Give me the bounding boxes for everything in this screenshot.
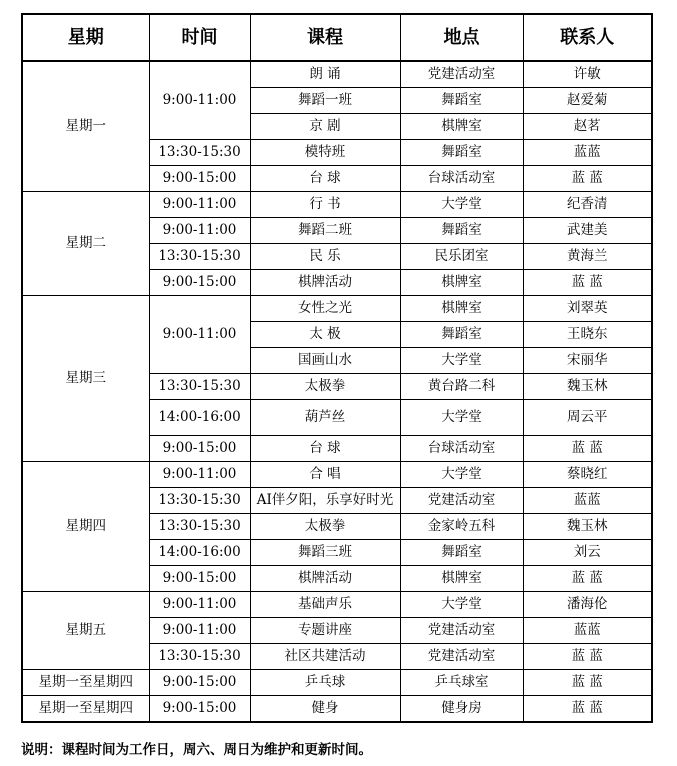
course-cell: 太极拳: [250, 514, 400, 540]
time-cell: 9:00-15:00: [149, 270, 250, 296]
course-cell: 太 极: [250, 322, 400, 348]
contact-cell: 赵茗: [523, 114, 652, 140]
place-cell: 黄台路二科: [400, 374, 523, 400]
header-course: 课程: [250, 14, 400, 61]
time-cell: 9:00-11:00: [149, 218, 250, 244]
course-cell: 京 剧: [250, 114, 400, 140]
contact-cell: 蓝 蓝: [523, 270, 652, 296]
contact-cell: 许敏: [523, 61, 652, 88]
time-cell: 13:30-15:30: [149, 488, 250, 514]
place-cell: 乒乓球室: [400, 670, 523, 696]
place-cell: 党建活动室: [400, 488, 523, 514]
time-cell: 9:00-11:00: [149, 61, 250, 140]
day-cell: 星期四: [22, 462, 149, 592]
day-cell: 星期一至星期四: [22, 696, 149, 723]
course-cell: 棋牌活动: [250, 270, 400, 296]
time-cell: 9:00-11:00: [149, 618, 250, 644]
place-cell: 棋牌室: [400, 296, 523, 322]
day-cell: 星期三: [22, 296, 149, 462]
course-cell: 朗 诵: [250, 61, 400, 88]
day-cell: 星期二: [22, 192, 149, 296]
time-cell: 9:00-11:00: [149, 296, 250, 374]
place-cell: 台球活动室: [400, 436, 523, 462]
course-cell: 女性之光: [250, 296, 400, 322]
table-row: [22, 696, 652, 723]
course-cell: 台 球: [250, 166, 400, 192]
place-cell: 金家岭五科: [400, 514, 523, 540]
day-cell: 星期一: [22, 61, 149, 192]
course-cell: 国画山水: [250, 348, 400, 374]
course-cell: 社区共建活动: [250, 644, 400, 670]
place-cell: 大学堂: [400, 462, 523, 488]
contact-cell: 蓝 蓝: [523, 166, 652, 192]
contact-cell: 蓝 蓝: [523, 566, 652, 592]
contact-cell: 刘翠英: [523, 296, 652, 322]
course-cell: 专题讲座: [250, 618, 400, 644]
course-cell: 棋牌活动: [250, 566, 400, 592]
course-cell: 舞蹈一班: [250, 88, 400, 114]
course-cell: 模特班: [250, 140, 400, 166]
place-cell: 舞蹈室: [400, 88, 523, 114]
course-cell: 太极拳: [250, 374, 400, 400]
contact-cell: 蔡晓红: [523, 462, 652, 488]
time-cell: 13:30-15:30: [149, 514, 250, 540]
header-time: 时间: [149, 14, 250, 61]
contact-cell: 刘云: [523, 540, 652, 566]
contact-cell: 蓝蓝: [523, 488, 652, 514]
table-row: [22, 462, 652, 488]
day-cell: 星期五: [22, 592, 149, 670]
contact-cell: 潘海伦: [523, 592, 652, 618]
time-cell: 9:00-15:00: [149, 166, 250, 192]
header-contact: 联系人: [523, 14, 652, 61]
time-cell: 13:30-15:30: [149, 644, 250, 670]
time-cell: 9:00-15:00: [149, 696, 250, 723]
place-cell: 大学堂: [400, 592, 523, 618]
place-cell: 舞蹈室: [400, 218, 523, 244]
contact-cell: 宋丽华: [523, 348, 652, 374]
course-cell: 民 乐: [250, 244, 400, 270]
place-cell: 大学堂: [400, 400, 523, 436]
time-cell: 9:00-11:00: [149, 462, 250, 488]
time-cell: 9:00-15:00: [149, 670, 250, 696]
contact-cell: 王晓东: [523, 322, 652, 348]
place-cell: 舞蹈室: [400, 540, 523, 566]
course-cell: 舞蹈二班: [250, 218, 400, 244]
contact-cell: 蓝蓝: [523, 140, 652, 166]
header-weekday: 星期: [22, 14, 149, 61]
table-row: [22, 61, 652, 88]
course-cell: 合 唱: [250, 462, 400, 488]
time-cell: 9:00-15:00: [149, 566, 250, 592]
time-cell: 9:00-11:00: [149, 192, 250, 218]
footnote: 说明：课程时间为工作日，周六、周日为维护和更新时间。: [21, 742, 372, 758]
contact-cell: 蓝蓝: [523, 618, 652, 644]
contact-cell: 魏玉林: [523, 514, 652, 540]
place-cell: 党建活动室: [400, 61, 523, 88]
place-cell: 棋牌室: [400, 270, 523, 296]
place-cell: 健身房: [400, 696, 523, 723]
place-cell: 民乐团室: [400, 244, 523, 270]
contact-cell: 纪香清: [523, 192, 652, 218]
time-cell: 13:30-15:30: [149, 140, 250, 166]
contact-cell: 魏玉林: [523, 374, 652, 400]
time-cell: 14:00-16:00: [149, 540, 250, 566]
contact-cell: 蓝 蓝: [523, 670, 652, 696]
course-cell: 健身: [250, 696, 400, 723]
place-cell: 棋牌室: [400, 566, 523, 592]
contact-cell: 赵爱菊: [523, 88, 652, 114]
contact-cell: 蓝 蓝: [523, 436, 652, 462]
table-row: [22, 670, 652, 696]
contact-cell: 黄海兰: [523, 244, 652, 270]
place-cell: 棋牌室: [400, 114, 523, 140]
place-cell: 台球活动室: [400, 166, 523, 192]
course-cell: 舞蹈三班: [250, 540, 400, 566]
table-row: [22, 592, 652, 618]
header-row: [22, 14, 652, 61]
time-cell: 9:00-15:00: [149, 436, 250, 462]
place-cell: 舞蹈室: [400, 140, 523, 166]
table-row: [22, 296, 652, 322]
course-cell: 乒乓球: [250, 670, 400, 696]
course-cell: AI伴夕阳，乐享好时光: [250, 488, 400, 514]
place-cell: 大学堂: [400, 192, 523, 218]
course-cell: 基础声乐: [250, 592, 400, 618]
course-cell: 行 书: [250, 192, 400, 218]
table-row: [22, 192, 652, 218]
place-cell: 党建活动室: [400, 618, 523, 644]
contact-cell: 蓝 蓝: [523, 644, 652, 670]
course-cell: 葫芦丝: [250, 400, 400, 436]
course-cell: 台 球: [250, 436, 400, 462]
day-cell: 星期一至星期四: [22, 670, 149, 696]
place-cell: 党建活动室: [400, 644, 523, 670]
contact-cell: 周云平: [523, 400, 652, 436]
time-cell: 13:30-15:30: [149, 374, 250, 400]
time-cell: 13:30-15:30: [149, 244, 250, 270]
time-cell: 9:00-11:00: [149, 592, 250, 618]
contact-cell: 武建美: [523, 218, 652, 244]
time-cell: 14:00-16:00: [149, 400, 250, 436]
place-cell: 舞蹈室: [400, 322, 523, 348]
place-cell: 大学堂: [400, 348, 523, 374]
contact-cell: 蓝 蓝: [523, 696, 652, 723]
schedule-table: [21, 13, 653, 723]
header-place: 地点: [400, 14, 523, 61]
